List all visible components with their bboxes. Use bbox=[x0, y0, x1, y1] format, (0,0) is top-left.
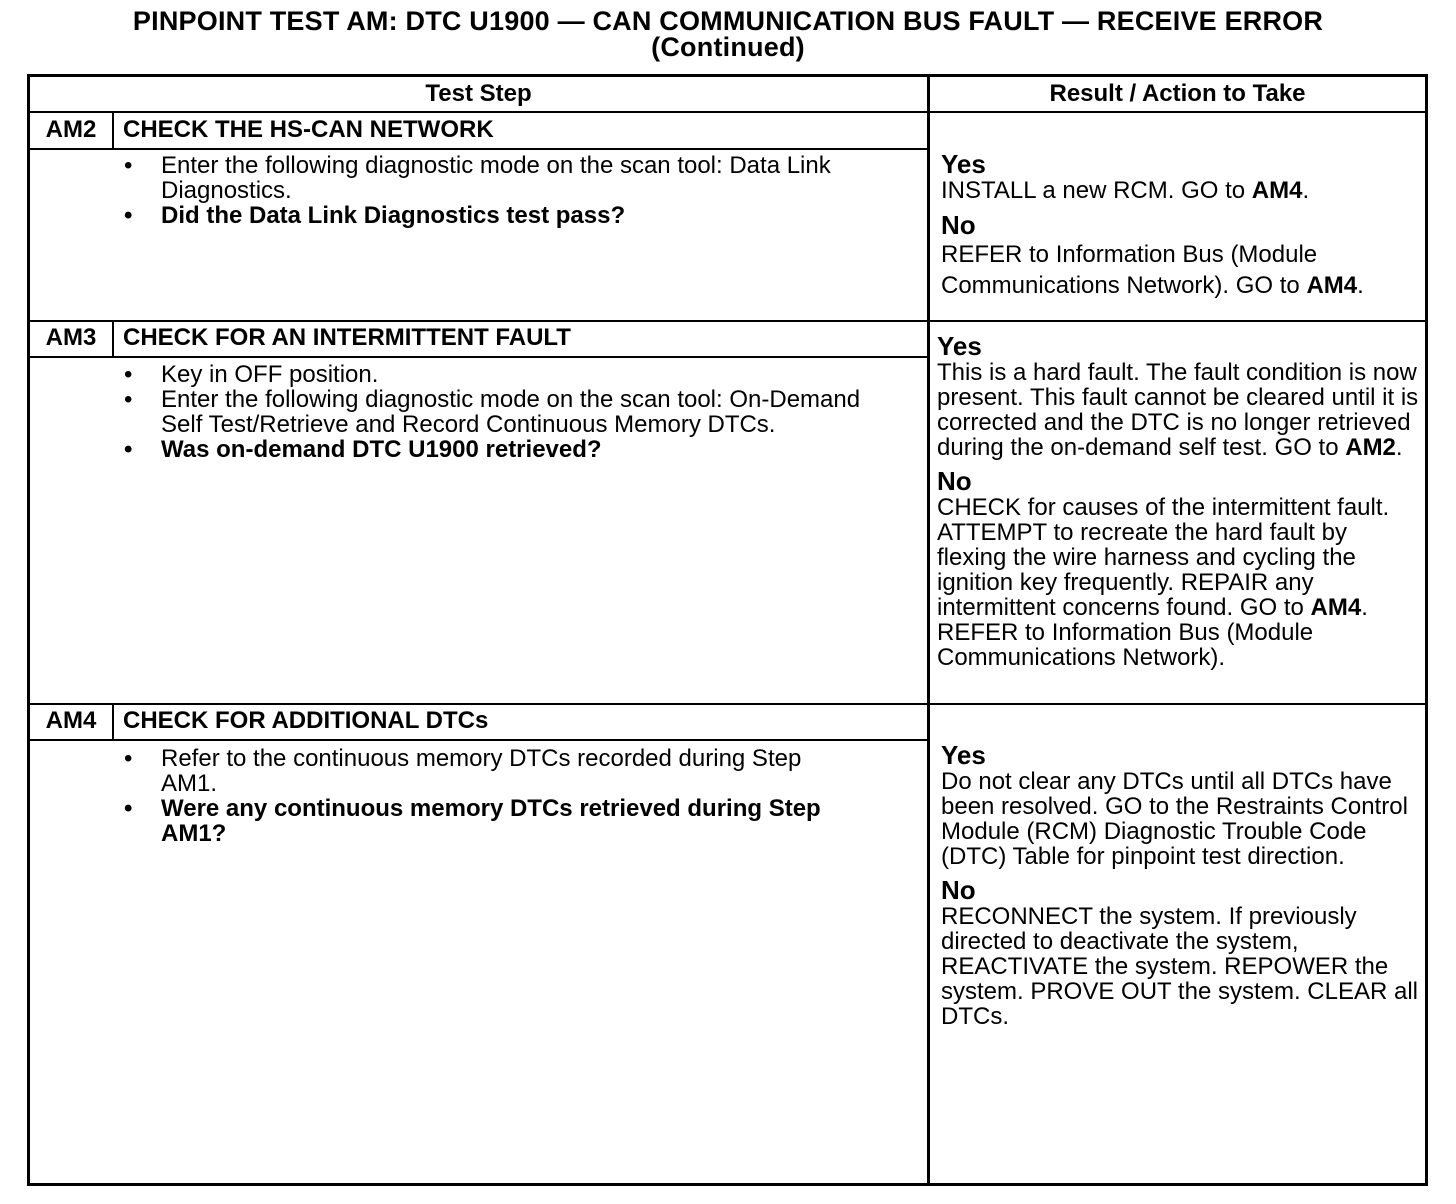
result-am3 bbox=[937, 333, 1421, 670]
no-action: REFER to Information Bus (Module Communications Network). GO to AM4. bbox=[941, 241, 1364, 299]
yes-label: Yes bbox=[937, 331, 982, 361]
id-divider-am2 bbox=[112, 113, 114, 149]
list-item: • Key in OFF position. bbox=[124, 361, 379, 388]
result-am2 bbox=[941, 151, 1421, 301]
step-id-am4: AM4 bbox=[45, 707, 97, 734]
header-test-step: Test Step bbox=[425, 80, 532, 107]
yes-label: Yes bbox=[941, 740, 986, 770]
no-label: No bbox=[937, 466, 972, 496]
yes-action: This is a hard fault. The fault condition is now present. This fault cannot be cleared until it is corrected and the DTC is no longer retrieved during the on-demand self test. GO to AM2. bbox=[937, 359, 1419, 461]
id-divider-am4 bbox=[112, 704, 114, 741]
list-item: • Did the Data Link Diagnostics test pass? bbox=[124, 202, 626, 229]
id-divider-am3 bbox=[112, 321, 114, 358]
list-item: • Refer to the continuous memory DTCs recorded during Step AM1. bbox=[124, 745, 802, 797]
am4-title-divider bbox=[30, 739, 927, 741]
header-divider bbox=[30, 111, 1425, 113]
step-body-am2 bbox=[114, 153, 904, 228]
yes-label: Yes bbox=[941, 149, 986, 179]
title-line-2: (Continued) bbox=[651, 32, 805, 62]
list-item: • Enter the following diagnostic mode on the scan tool: Data Link Diagnostics. bbox=[124, 152, 831, 204]
step-id-am3: AM3 bbox=[45, 324, 97, 351]
no-label: No bbox=[941, 210, 976, 240]
step-id-am2: AM2 bbox=[45, 116, 97, 143]
header-result-action: Result / Action to Take bbox=[1049, 80, 1306, 107]
page-title bbox=[0, 8, 1456, 60]
column-divider bbox=[927, 77, 930, 1183]
am2-bottom-border bbox=[30, 320, 1425, 322]
pinpoint-test-table bbox=[27, 74, 1428, 1186]
am3-title-divider bbox=[30, 356, 927, 358]
no-action: RECONNECT the system. If previously directed to deactivate the system, REACTIVATE the system. REPOWER the system. PROVE OUT the system. CLEAR all DTCs. bbox=[941, 903, 1419, 1030]
step-title-am2: CHECK THE HS-CAN NETWORK bbox=[123, 116, 494, 143]
list-item: • Were any continuous memory DTCs retrieved during Step AM1? bbox=[124, 795, 821, 847]
no-label: No bbox=[941, 875, 976, 905]
title-line-1: PINPOINT TEST AM: DTC U1900 — CAN COMMUNICATION BUS FAULT — RECEIVE ERROR bbox=[132, 6, 1324, 36]
step-title-am3: CHECK FOR AN INTERMITTENT FAULT bbox=[123, 324, 571, 351]
result-am4 bbox=[941, 742, 1425, 1029]
step-body-am4 bbox=[114, 746, 834, 846]
step-title-am4: CHECK FOR ADDITIONAL DTCs bbox=[123, 707, 489, 734]
yes-action: INSTALL a new RCM. GO to AM4. bbox=[941, 177, 1310, 204]
step-body-am3 bbox=[114, 362, 904, 462]
no-action: CHECK for causes of the intermittent fault. ATTEMPT to recreate the hard fault by flexing the wire harness and cycling the ignition key frequently. REPAIR any intermittent concerns found. GO to AM4. REFER to Information Bus (Module Communications Network). bbox=[937, 494, 1390, 671]
list-item: • Was on-demand DTC U1900 retrieved? bbox=[124, 436, 602, 463]
am2-title-divider bbox=[30, 148, 927, 150]
yes-action: Do not clear any DTCs until all DTCs have been resolved. GO to the Restraints Control Module (RCM) Diagnostic Trouble Code (DTC) Table for pinpoint test direction. bbox=[941, 768, 1408, 870]
list-item: • Enter the following diagnostic mode on the scan tool: On-Demand Self Test/Retrieve and Record Continuous Memory DTCs. bbox=[124, 386, 861, 438]
am3-bottom-border bbox=[30, 703, 1425, 705]
